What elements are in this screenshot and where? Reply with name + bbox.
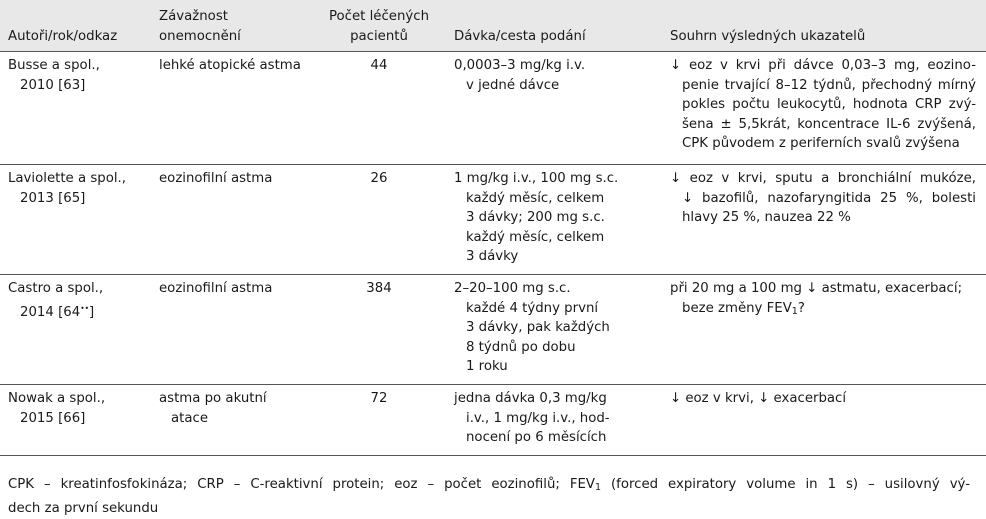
table-row: [0, 165, 986, 275]
footnote-line-2: dech za první sekundu: [8, 501, 159, 516]
cell-severity: astma po akutní atace: [159, 391, 267, 426]
cell-severity: lehké atopické astma: [159, 58, 301, 73]
footnote-line-1: CPK – kreatinfosfokináza; CRP – C-reaktivní protein; eoz – počet eozinofilů; $FEV_1$ (forced expiratory volume in 1 s) – usilovný vý-: [8, 477, 970, 493]
header-severity: Závažnost onemocnění: [159, 9, 241, 44]
cell-summary: ↓ eoz v krvi, ↓ exacerbací: [670, 391, 847, 406]
reference-mark: ••: [80, 303, 90, 313]
cell-patients: 72: [370, 391, 388, 406]
cell-severity: eozinofilní astma: [159, 171, 273, 186]
cell-summary: ↓ eoz v krvi, sputu a bronchiální mukóze, ↓ bazofilů, nazofaryngitida 25 %, bolesti hlavy 25 %, nauzea 22 %: [670, 171, 976, 225]
header-patient-count: Počet léčených pacientů: [328, 9, 429, 44]
cell-dose: jedna dávka 0,3 mg/kg i.v., 1 mg/kg i.v., hod- nocení po 6 měsících: [454, 391, 610, 445]
table-row: [0, 52, 986, 165]
cell-authors: Castro a spol., 2014 [64••]: [8, 281, 104, 320]
table-row: [0, 385, 986, 456]
cell-dose: 1 mg/kg i.v., 100 mg s.c. každý měsíc, celkem 3 dávky; 200 mg s.c. každý měsíc, celkem 3 dávky: [454, 171, 619, 264]
header-authors: Autoři/rok/odkaz: [8, 28, 118, 44]
cell-dose: 0,0003–3 mg/kg i.v. v jedné dávce: [454, 58, 586, 93]
cell-summary: ↓ eoz v krvi při dávce 0,03–3 mg, eozino- penie trvající 8–12 týdnů, přechodný mírný pokles počtu leukocytů, hodnota CRP zvý- šena ± 5,5krát, koncentrace IL-6 zvýšená, CPK původem z periferních svalů zvýšena: [670, 58, 976, 151]
table-footnote: [8, 474, 970, 519]
cell-patients: 44: [370, 58, 388, 73]
cell-dose: 2–20–100 mg s.c. každé 4 týdny první 3 dávky, pak každých 8 týdnů po dobu 1 roku: [454, 281, 610, 374]
table-row: [0, 275, 986, 385]
header-dose-route: Dávka/cesta podání: [454, 28, 586, 44]
header-summary: Souhrn výsledných ukazatelů: [670, 28, 866, 44]
table-header-row: [0, 0, 986, 52]
cell-authors: Laviolette a spol., 2013 [65]: [8, 171, 126, 206]
cell-severity: eozinofilní astma: [159, 281, 273, 296]
cell-patients: 384: [366, 281, 392, 296]
cell-summary: při 20 mg a 100 mg ↓ astmatu, exacerbací; beze změny $FEV_1$?: [670, 281, 963, 317]
cell-authors: Nowak a spol., 2015 [66]: [8, 391, 106, 426]
cell-authors: Busse a spol., 2010 [63]: [8, 58, 100, 93]
cell-patients: 26: [370, 171, 388, 186]
